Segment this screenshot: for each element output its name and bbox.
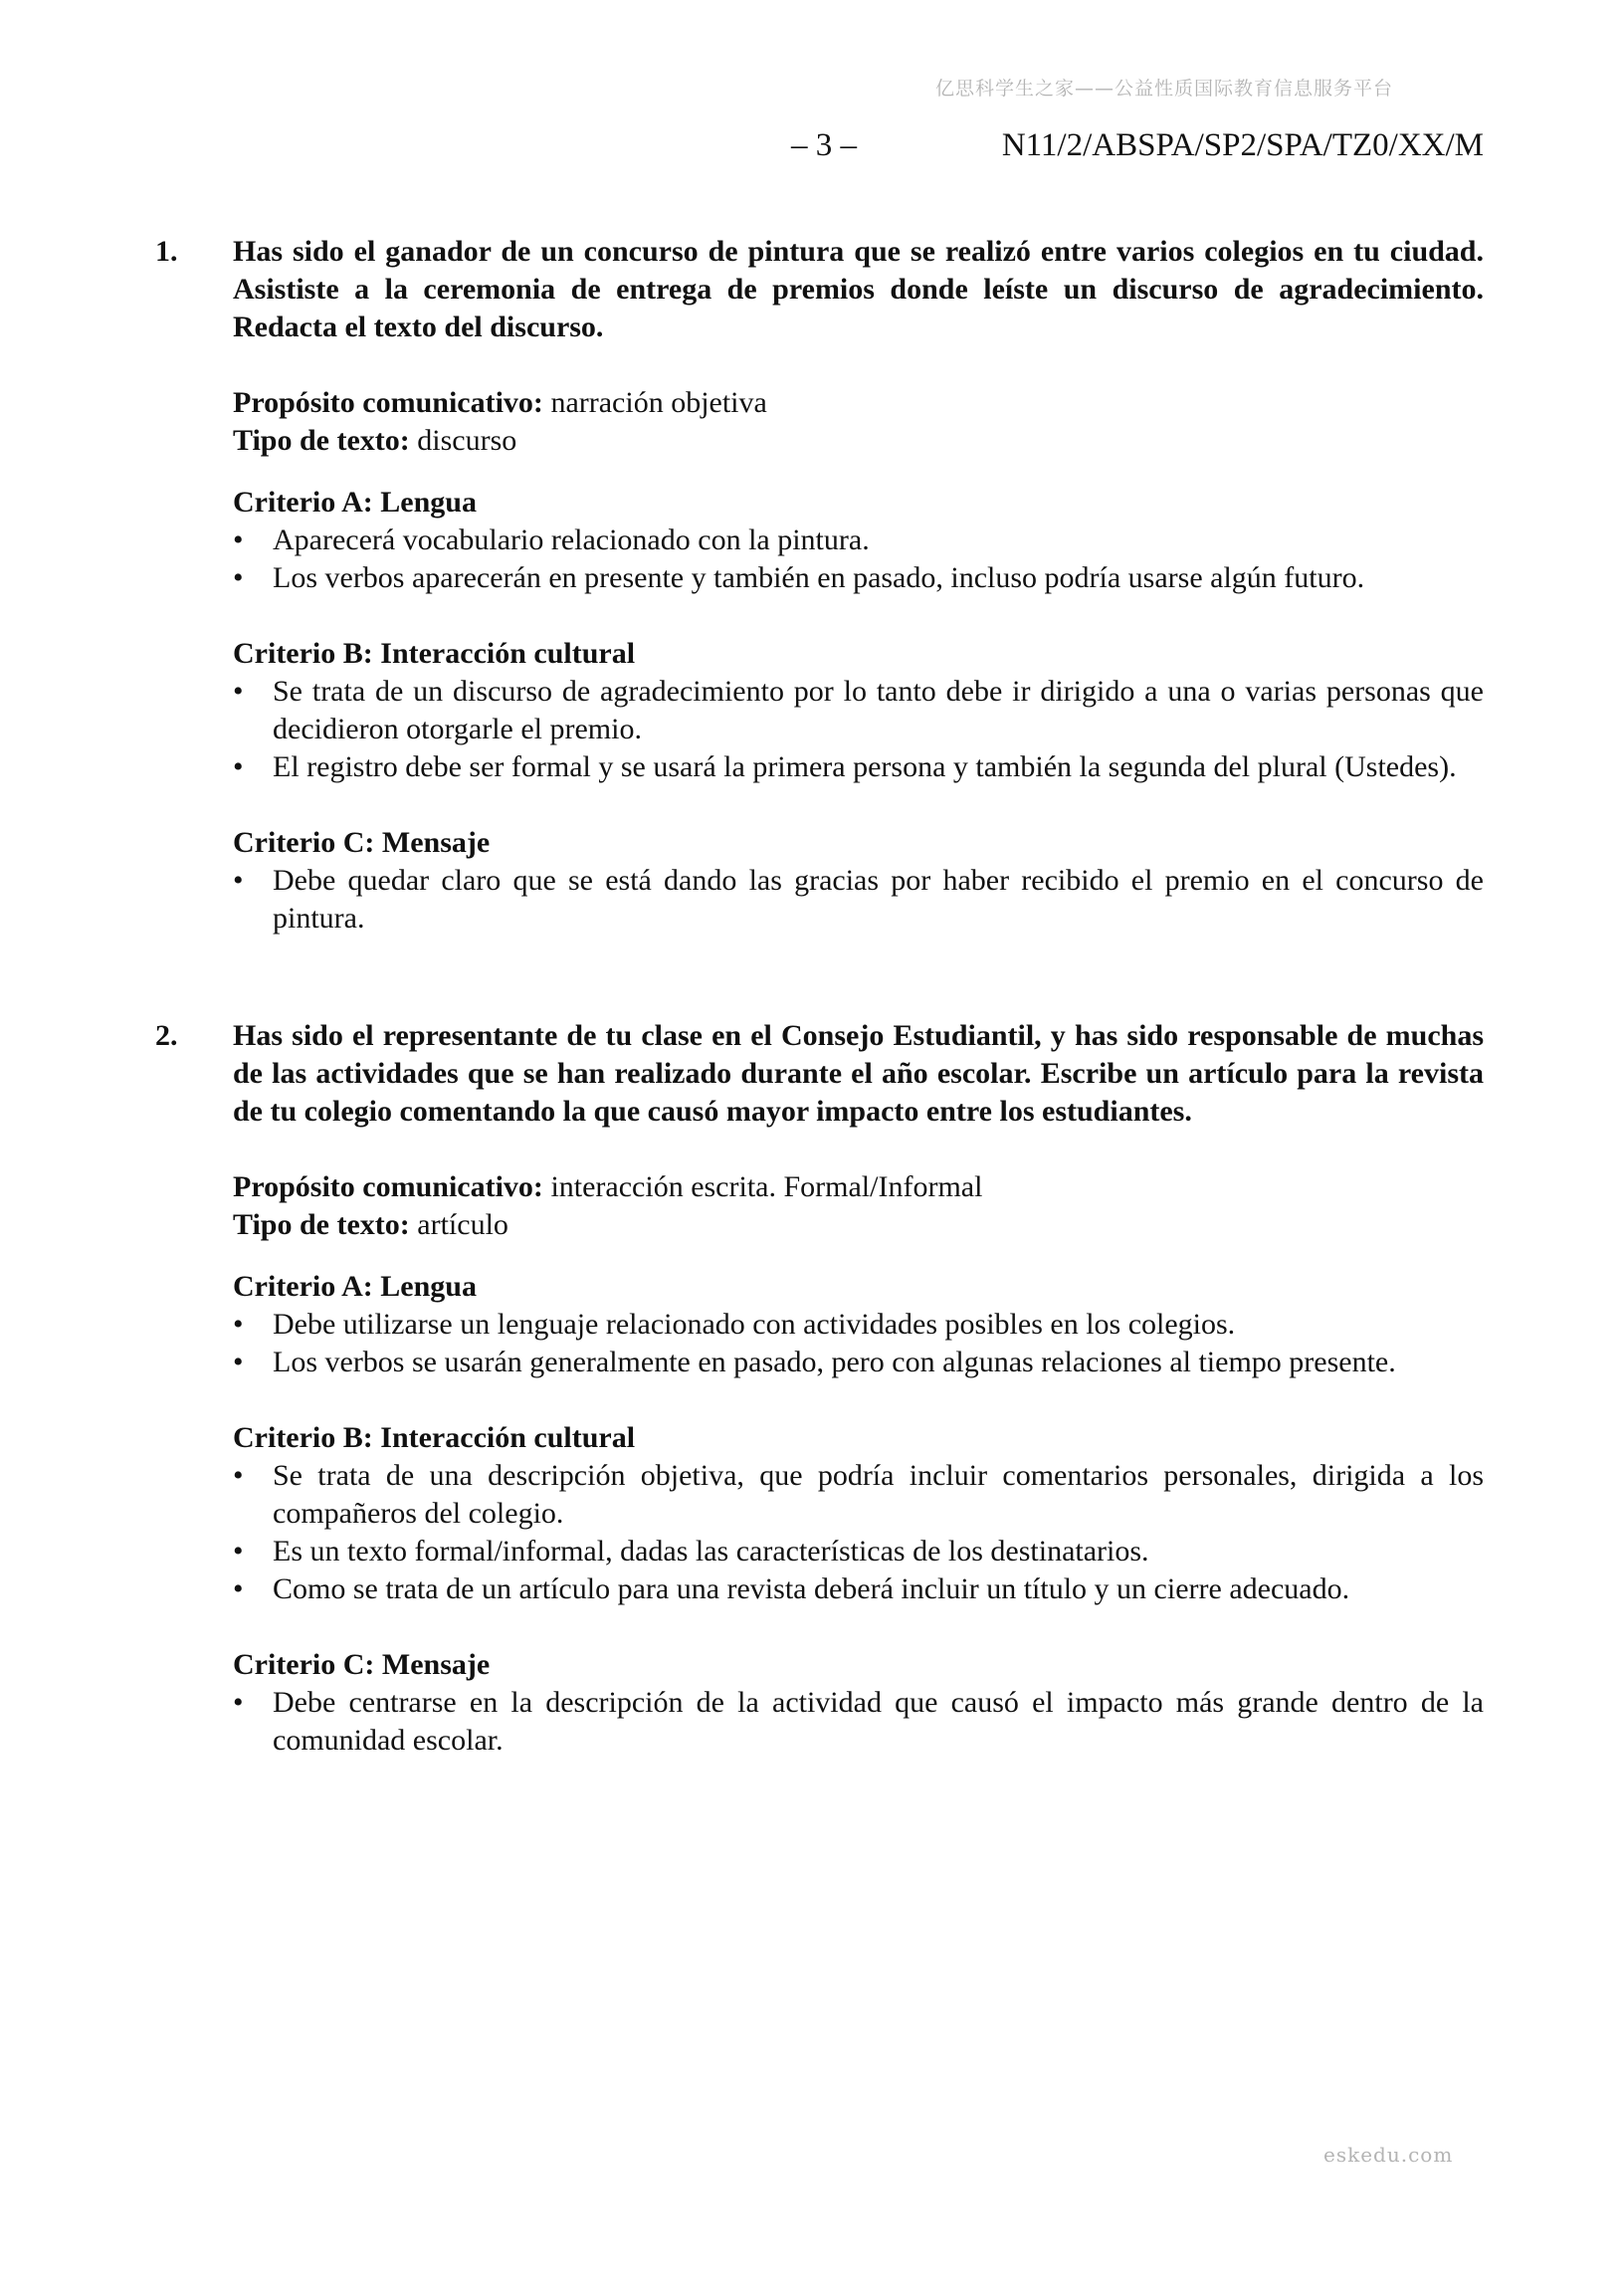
bullet-icon: • [233, 1308, 244, 1341]
question-1 [0, 233, 1623, 938]
bullet-text: Se trata de un discurso de agradecimiento por lo tanto debe ir dirigido a una o varias personas que decidieron otorgarle el premio. [273, 675, 1484, 745]
question-prompt: Has sido el ganador de un concurso de pintura que se realizó entre varios colegios en tu ciudad. Asististe a la ceremonia de entrega de premios donde leíste un discurso de agradecimiento. Redacta el texto del discurso. [233, 235, 1484, 343]
bullet-text: Es un texto formal/informal, dadas las características de los destinatarios. [273, 1535, 1149, 1567]
bullet-text: Aparecerá vocabulario relacionado con la pintura. [273, 523, 870, 556]
bullet-icon: • [233, 1346, 244, 1378]
text-type-row [233, 422, 1484, 460]
criterion-b [233, 635, 1484, 786]
criterion-bullet [233, 1684, 1484, 1760]
question-body [233, 1017, 1484, 1760]
criterion-bullet [233, 559, 1484, 597]
criterion-bullet [233, 1344, 1484, 1381]
text-type-value: discurso [409, 424, 517, 457]
bullet-icon: • [233, 675, 244, 708]
question-body [233, 233, 1484, 938]
criterion-bullet [233, 1533, 1484, 1570]
bullet-icon: • [233, 561, 244, 594]
criterion-bullet [233, 1457, 1484, 1533]
bullet-text: Debe quedar claro que se está dando las gracias por haber recibido el premio en el concurso de pintura. [273, 864, 1484, 935]
criterion-bullets [233, 862, 1484, 938]
purpose-row [233, 1168, 1484, 1206]
text-type-label: Tipo de texto: [233, 1208, 410, 1241]
bullet-icon: • [233, 523, 244, 556]
criterion-c [233, 1646, 1484, 1760]
bullet-icon: • [233, 1459, 244, 1492]
bullet-text: El registro debe ser formal y se usará la primera persona y también la segunda del plural (Ustedes). [273, 750, 1457, 783]
criterion-title: Criterio A: Lengua [233, 486, 477, 519]
purpose-row [233, 384, 1484, 422]
bullet-icon: • [233, 1572, 244, 1605]
criterion-bullets [233, 673, 1484, 786]
question-number: 1. [155, 235, 178, 268]
criterion-a [233, 1268, 1484, 1381]
question-number: 2. [155, 1019, 178, 1052]
question-meta [233, 384, 1484, 460]
criterion-bullets [233, 1684, 1484, 1760]
purpose-value: interacción escrita. Formal/Informal [542, 1170, 983, 1203]
bullet-text: Se trata de una descripción objetiva, que podría incluir comentarios personales, dirigida a los compañeros del colegio. [273, 1459, 1484, 1530]
criterion-bullets [233, 1306, 1484, 1381]
bullet-icon: • [233, 1535, 244, 1567]
bullet-text: Los verbos aparecerán en presente y también en pasado, incluso podría usarse algún futuro. [273, 561, 1365, 594]
criterion-c [233, 824, 1484, 938]
purpose-label: Propósito comunicativo: [233, 1170, 543, 1203]
criterion-bullets [233, 1457, 1484, 1608]
criterion-bullet [233, 522, 1484, 559]
criterion-bullets [233, 522, 1484, 597]
criterion-a [233, 484, 1484, 597]
document-code: N11/2/ABSPA/SP2/SPA/TZ0/XX/M [1001, 127, 1484, 163]
bullet-text: Debe centrarse en la descripción de la actividad que causó el impacto más grande dentro de la comunidad escolar. [273, 1686, 1484, 1757]
criterion-title: Criterio C: Mensaje [233, 826, 491, 859]
criterion-title: Criterio B: Interacción cultural [233, 1421, 636, 1454]
question-meta [233, 1168, 1484, 1244]
footer-watermark: eskedu.com [1323, 2143, 1454, 2167]
bullet-text: Como se trata de un artículo para una revista deberá incluir un título y un cierre adecuado. [273, 1572, 1350, 1605]
criterion-bullet [233, 673, 1484, 748]
criterion-title: Criterio B: Interacción cultural [233, 637, 636, 670]
bullet-text: Los verbos se usarán generalmente en pasado, pero con algunas relaciones al tiempo presente. [273, 1346, 1396, 1378]
criterion-bullet [233, 1570, 1484, 1608]
bullet-icon: • [233, 1686, 244, 1719]
text-type-value: artículo [409, 1208, 508, 1241]
question-2 [0, 1017, 1623, 1760]
header-watermark: 亿思科学生之家——公益性质国际教育信息服务平台 [935, 78, 1394, 100]
criterion-title: Criterio C: Mensaje [233, 1648, 491, 1681]
criterion-b [233, 1419, 1484, 1608]
purpose-value: narración objetiva [542, 386, 767, 419]
criterion-title: Criterio A: Lengua [233, 1270, 477, 1303]
criterion-bullet [233, 748, 1484, 786]
page-number: – 3 – [791, 127, 857, 163]
document-body [0, 233, 1623, 1839]
purpose-label: Propósito comunicativo: [233, 386, 543, 419]
text-type-row [233, 1206, 1484, 1244]
bullet-icon: • [233, 750, 244, 783]
bullet-text: Debe utilizarse un lenguaje relacionado con actividades posibles en los colegios. [273, 1308, 1236, 1341]
bullet-icon: • [233, 864, 244, 897]
text-type-label: Tipo de texto: [233, 424, 410, 457]
criterion-bullet [233, 862, 1484, 938]
criterion-bullet [233, 1306, 1484, 1344]
question-prompt: Has sido el representante de tu clase en el Consejo Estudiantil, y has sido responsable de muchas de las actividades que se han realizado durante el año escolar. Escribe un artículo para la revista de tu colegio comentando la que causó mayor impacto entre los estudiantes. [233, 1019, 1484, 1128]
